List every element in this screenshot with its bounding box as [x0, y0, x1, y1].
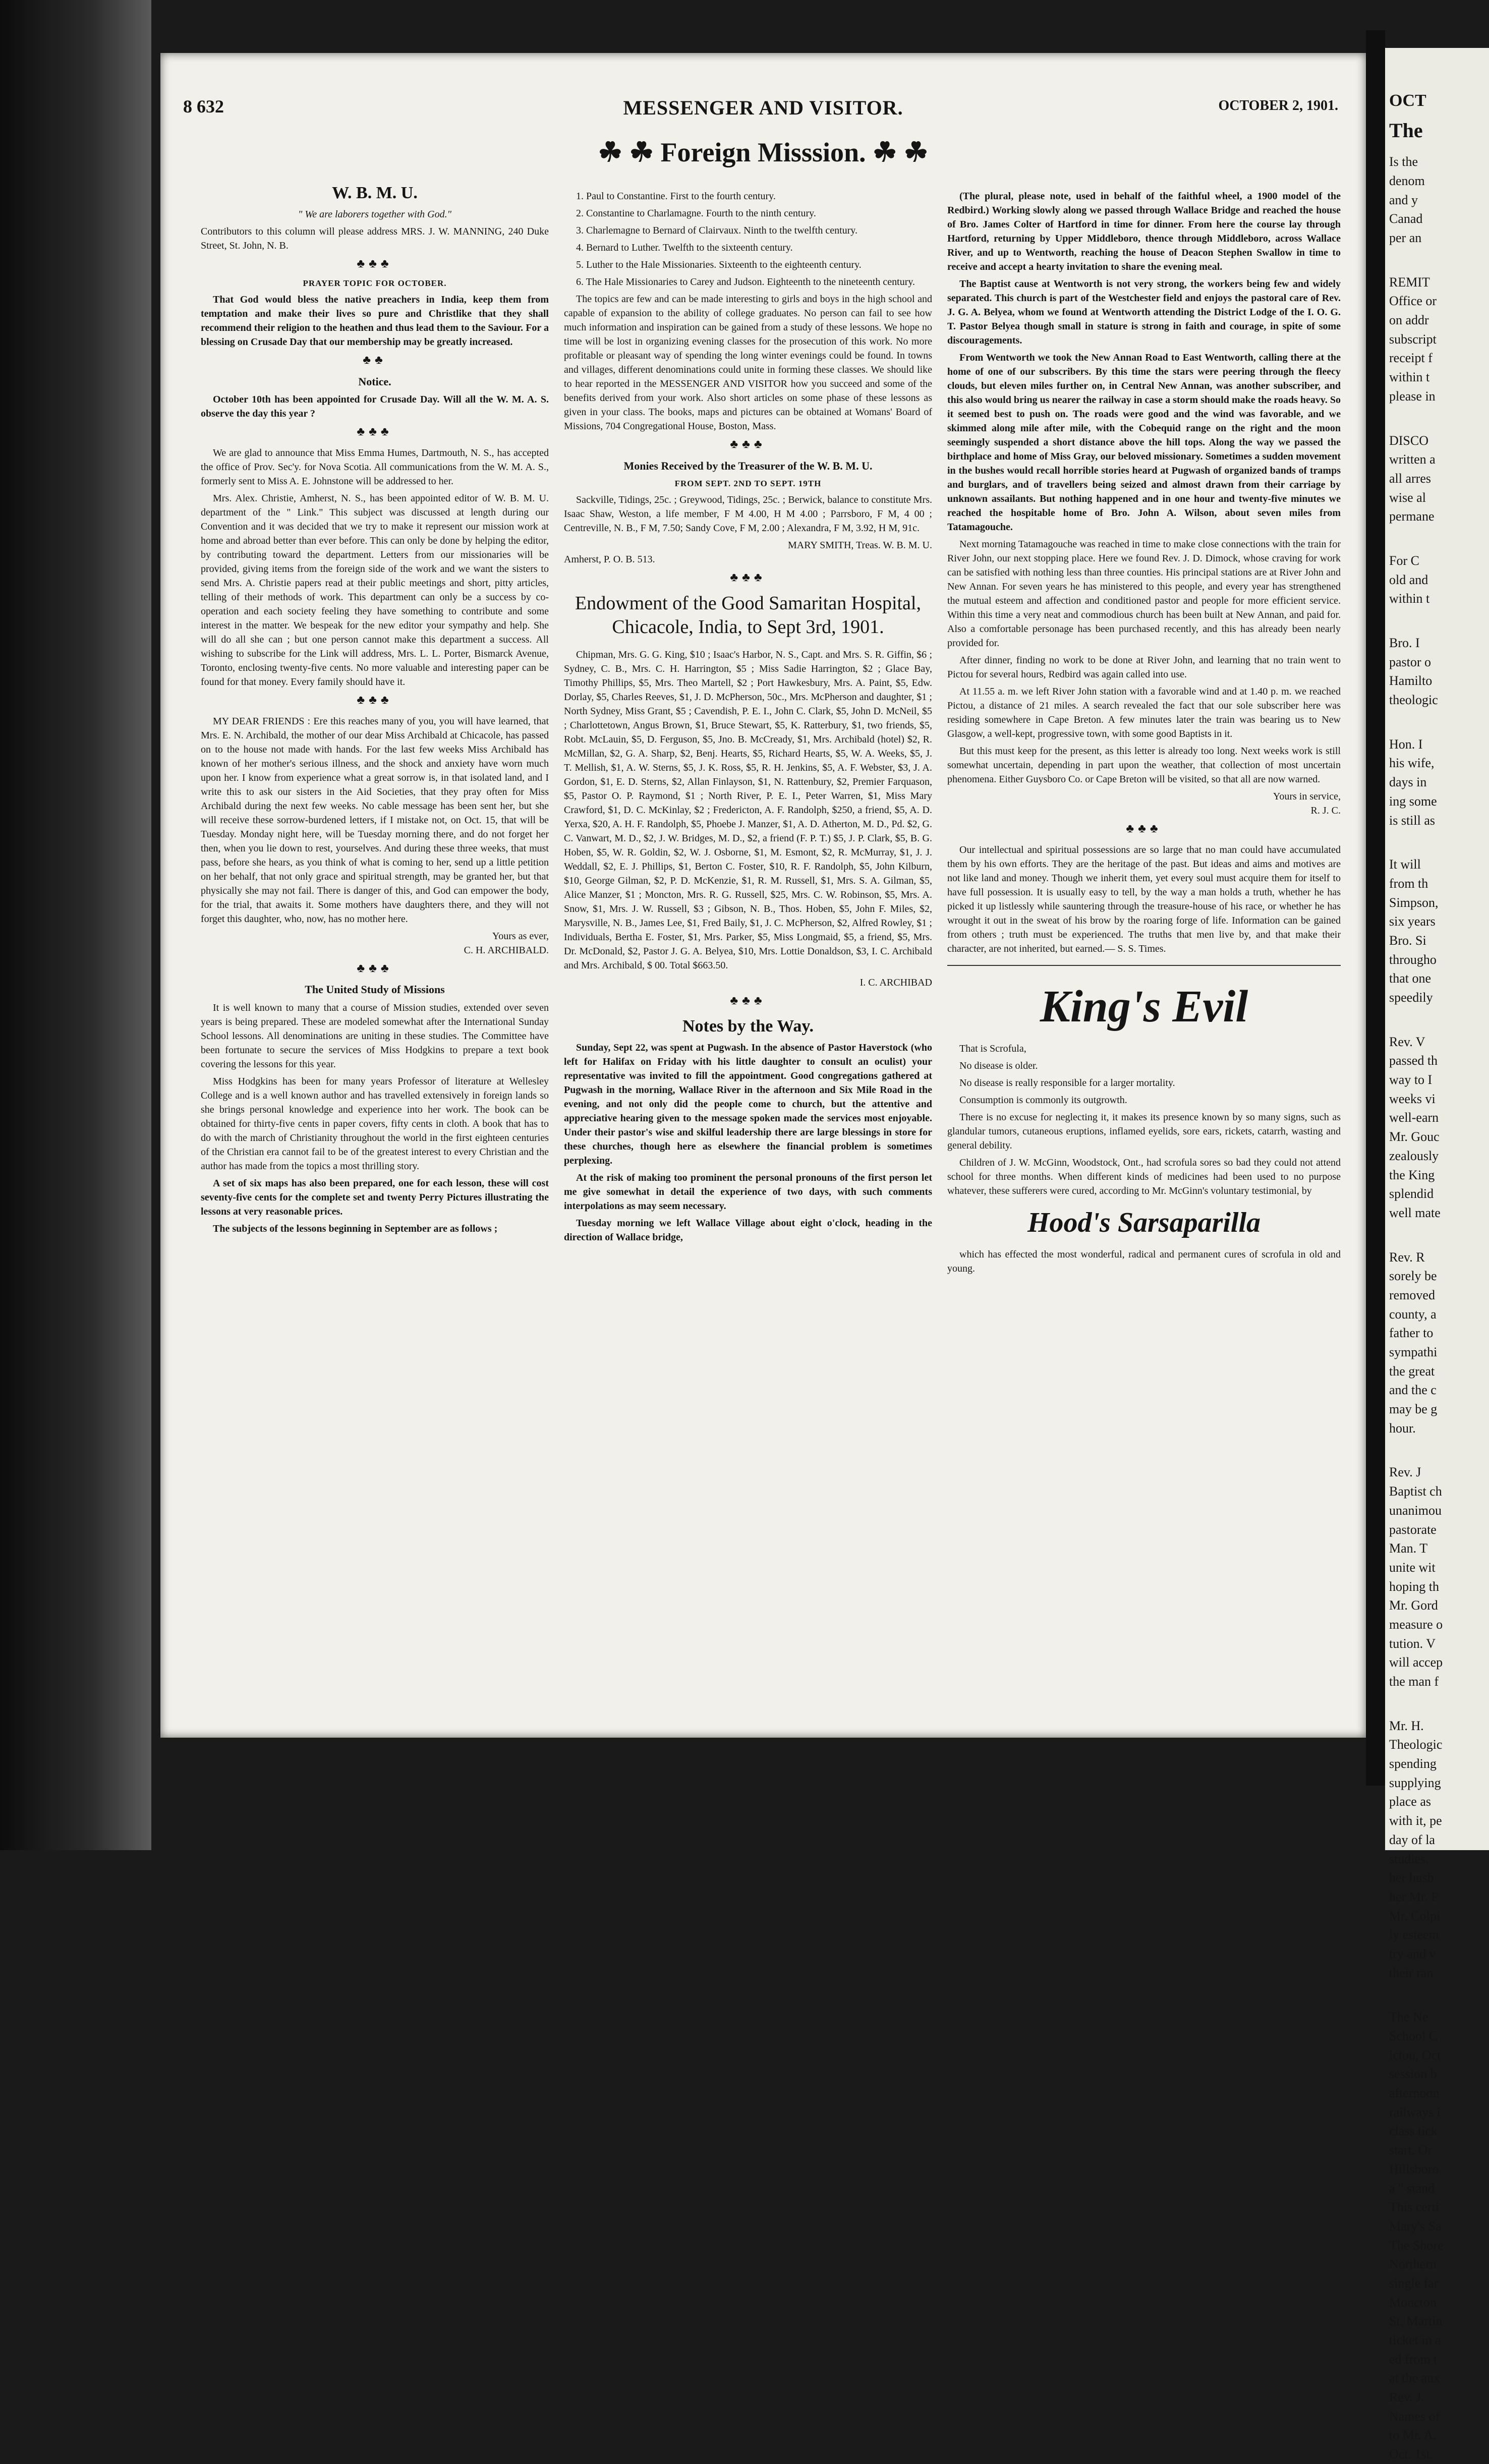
- adjacent-text-block: [1389, 431, 1489, 526]
- adjacent-text-line: Rev. R: [1389, 1249, 1425, 1265]
- adjacent-text-line: unanimou: [1389, 1503, 1442, 1518]
- adjacent-text-line: written a: [1389, 452, 1436, 467]
- adjacent-text-line: pastorate: [1389, 1522, 1437, 1537]
- leaf-ornament-icon: ☘ ☘: [598, 137, 661, 167]
- adjacent-text-line: within t: [1389, 370, 1430, 385]
- adjacent-text-line: to Mr. A.: [1389, 2428, 1437, 2443]
- notice-text: October 10th has been appointed for Crusade Day. Will all the W. M. A. S. observe the day this year ?: [201, 394, 549, 420]
- adjacent-text-line: and y: [1389, 192, 1418, 207]
- ornament-divider: ♣♣♣: [357, 961, 393, 975]
- paragraph: We are glad to announce that Miss Emma Humes, Dartmouth, N. S., has accepted the office of Prov. Sec'y. for Nova Scotia. All communications from the W. M. A. S., formerly sent to Miss A. E. Johnstone will be addressed to her.: [201, 447, 549, 487]
- lesson-item: 4. Bernard to Luther. Twelfth to the sixteenth century.: [576, 242, 793, 253]
- ornament-divider: ♣♣♣: [730, 571, 766, 585]
- letter-signature: R. J. C.: [1310, 805, 1341, 816]
- section-title: ☘ ☘ Foreign Misssion. ☘ ☘: [598, 137, 929, 167]
- adjacent-text-line: day of la: [1389, 1832, 1435, 1847]
- adjacent-text-line: Mary's Sa: [1389, 2218, 1442, 2233]
- adjacent-text-line: the great: [1389, 1363, 1435, 1379]
- prayer-topic-heading: PRAYER TOPIC FOR OCTOBER.: [303, 278, 447, 289]
- adjacent-text-line: Northern: [1389, 2257, 1437, 2272]
- lesson-item: 6. The Hale Missionaries to Carey and Judson. Eighteenth to the nineteenth century.: [576, 276, 915, 288]
- endowment-heading: Endowment of the Good Samaritan Hospital, Chicacole, India, to Sept 3rd, 1901.: [575, 592, 921, 638]
- adjacent-text-line: Names of: [1389, 2409, 1440, 2424]
- adjacent-text-line: Baptist ch: [1389, 1484, 1442, 1499]
- adjacent-text-line: within t: [1389, 591, 1430, 606]
- adjacent-text-line: For C: [1389, 553, 1419, 568]
- adjacent-text-block: [1389, 551, 1489, 608]
- masthead: [183, 96, 1343, 126]
- adjacent-text-line: removed: [1389, 1287, 1435, 1302]
- adjacent-text-line: per an: [1389, 231, 1422, 246]
- adjacent-text-line: on addr: [1389, 313, 1429, 328]
- paragraph: Mrs. Alex. Christie, Amherst, N. S., has been appointed editor of W. B. M. U. department of the " Link." This subject was discussed at length during our Convention and it was decided that we try to make it represent our mission work at home and abroad better than ever before. This can only be done by helping the editor, by contributing toward the department. Letters from our missionaries will be provided, giving items from the foreign side of the work and we want the sisters to send Mrs. A. Christie papers read at their public meetings and short, pitty articles, telling of their methods of work. This department can only be a success by co-operation and each society feeling they have something to contribute and some interest in the matter. We bespeak for the new editor your sympathy and help. She will do all she can ; but one person cannot make this department a success. All wishing to subscribe for the Link will address, Mrs. L. L. Porter, Bismarck Avenue, Toronto, enclosing twenty-five cents. No more valuable and interesting paper can be found for that money. Every family should have it.: [201, 492, 549, 687]
- adjacent-text-line: zealously: [1389, 1148, 1439, 1163]
- adjacent-text-line: all arres: [1389, 471, 1431, 486]
- endowment-signature: I. C. ARCHIBAD: [860, 977, 932, 988]
- adjacent-text-block: [1389, 855, 1489, 1007]
- adjacent-text-block: [1389, 1463, 1489, 1691]
- ornament-divider: ♣♣♣: [357, 425, 393, 439]
- ad-line: No disease is older.: [959, 1060, 1038, 1071]
- paragraph: Miss Hodgkins has been for many years Professor of literature at Wellesley College and is a well known author and has travelled extensively in foreign lands so she brings personal knowledge and experience into her work. The book can be obtained for thirty-five cents in paper covers, fifty cents in cloth. A book that has to do with the march of Christianity throughout the world in the first eighteen centuries of the Christian era cannot fail to be of the greatest interest to every Christian and the author has made from the topics a most thrilling story.: [201, 1075, 549, 1172]
- adjacent-text-line: Theologic: [1389, 1737, 1443, 1752]
- paragraph: At 11.55 a. m. we left River John station with a favorable wind and at 1.40 p. m. we reached Pictou, a distance of 21 miles. A search revealed the fact that our sole subscriber here was residing somewhere in Cape Breton. A few minutes later the train was bearing us to New Glasgow, a well-kept, progressive town, with some good Baptists in it.: [947, 686, 1341, 739]
- notes-heading: Notes by the Way.: [682, 1017, 814, 1036]
- adjacent-text-line: REMIT: [1389, 274, 1430, 290]
- treasurer-address: Amherst, P. O. B. 513.: [564, 554, 655, 565]
- adjacent-page-text: [1385, 88, 1489, 2464]
- ornament-divider: ♣♣♣: [1126, 822, 1162, 835]
- adjacent-text-line: sympathi: [1389, 1345, 1438, 1360]
- paragraph: It is well known to many that a course of Mission studies, extended over seven years is being prepared. These are modeled somewhat after the International Sunday School lessons. All denominations are uniting in these studies. The Committee have been fortunate to secure the services of Miss Hodgkins to prepare a text book covering the lessons for this year.: [201, 1002, 549, 1070]
- endowment-list: Chipman, Mrs. G. G. King, $10 ; Isaac's Harbor, N. S., Capt. and Mrs. S. R. Giffin, $6 ; Sydney, C. B., Mrs. C. H. Harrington, $5 ; Miss Sadie Harrington, $2 ; Glace Bay, Timothy Phillips, $5, Mrs. Theo Martell, $2 ; Port Hawkesbury, Mrs. A. Paint, $5, Edw. Dorlay, $5, Charles Reeves, $1, J. D. McPherson, 50c., Mrs. McPherson and daughter, $1 ; North Sydney, Miss Grant, $5 ; Cavendish, P. E. I., John C. Clark, $5, John D. McNeil, $5 ; Charlottetown, Angus Brown, $1, Bruce Stewart, $5, K. Ratterbury, $1, two friends, $5, Robt. McLauin, $5, D. Ferguson, $5, Jno. B. McCready, $1, Mrs. Archibald (hotel) $2, R. McMillan, $2, G. A. Sharp, $2, Benj. Hearts, $5, Richard Hearts, $5, W. A. Weeks, $5, J. T. Mellish, $1, A. W. Sterns, $5, J. K. Ross, $5, R. H. Jenkins, $5, A. F. Webster, $3, J. A. Gordon, $1, E. D. Sterns, $2, Allan Finlayson, $1, N. Rattenbury, $2, Premier Farquason, $5, Pastor O. P. Raymond, $1 ; North River, P. E. I., Peter Warren, $1, Miss Mary Crawford, $1, D. C. McKinlay, $2 ; Fredericton, A. F. Randolph, $250, a friend, $5, A. D. Yerxa, $20, A. H. F. Randolph, $5, Phoebe J. Manzer, $1, A. D. Atherton, M. D., Pd. $2, G. C. Vanwart, M. D., $2, J. W. Bridges, M. D., $2, a friend (F. P. T.) $5, J. P. Clark, $5, B. G. Hoben, $5, W. R. Goldin, $2, W. J. Osborne, $1, M. Esmont, $2, R. McMurray, $1, J. J. Weddall, $2, E. J. Phillips, $1, Berton C. Foster, $10, R. F. Randolph, $5, John Kilburn, $10, George Gilman, $2, P. D. McKenzie, $1, R. M. Russell, $1, Mrs. S. A. Gilman, $5, Alice Manzer, $1 ; Moncton, Mrs. R. G. Russell, $25, Mrs. C. W. Robinson, $5, Mrs. A. Snow, $1, Mrs. J. W. Russell, $3 ; Gibson, N. B., Thos. Hoben, $5, John F. Miles, $2, Marysville, N. B., James Lee, $1, Fred Baily, $1, J. C. McPherson, $2, Alfred Rowley, $1 ; Individuals, Bertha E. Foster, $1, Mrs. Parker, $5, Miss Longmaid, $5, a friend, $5, Mrs. Dr. McDonald, $2, Pastor J. G. A. Belyea, $10, Mrs. Lottie Donaldson, $3, I. C. Archibald and Mrs. Archibald, $ 00. Total $663.50.: [564, 649, 932, 971]
- adjacent-text-block: [1389, 152, 1489, 247]
- adjacent-text-line: Hillsboro: [1389, 2161, 1439, 2176]
- adjacent-text-line: railways i: [1389, 2104, 1441, 2119]
- adjacent-text-line: old and: [1389, 572, 1428, 587]
- adjacent-text-line: county, a: [1389, 1306, 1437, 1322]
- ad-paragraph: which has effected the most wonderful, radical and permanent cures of scrofula in old and young.: [947, 1248, 1341, 1274]
- adjacent-text-line: Is the: [1389, 154, 1418, 169]
- monies-list: Sackville, Tidings, 25c. ; Greywood, Tidings, 25c. ; Berwick, balance to constitute Mrs. Isaac Shaw, Weston, a life member, F M 4.00, H M 4.00 ; Parrsboro, F M, 4 00 ; Centreville, N. B., F M, 7.50; Sandy Cove, F M, 2.00 ; Alexandra, F M, 3.92, H M, 91c.: [564, 494, 932, 534]
- adjacent-text-block: [1389, 735, 1489, 830]
- adjacent-text-line: ticket in a: [1389, 2333, 1441, 2348]
- leaf-ornament-icon: ☘ ☘: [866, 137, 929, 167]
- adjacent-text-block: [1389, 1716, 1489, 1983]
- adjacent-text-line: at the aux: [1389, 2371, 1441, 2386]
- adjacent-text-line: splendid: [1389, 1186, 1434, 1201]
- adjacent-text-line: pastor o: [1389, 654, 1431, 669]
- paragraph: Next morning Tatamagouche was reached in time to make close connections with the train for River John, our next stopping place. Here we found Rev. J. D. Dimock, whose craving for work can be satisfied with nothing less than three counties. His principal stations are at River John and New Annan. For seven years he has ministered to this people, and every year has strengthened the mutual esteem and affection and conditioned pastor and people for more efficient service. Within this time a very neat and commodious church has been built at New Annan, and paid for. Also a comfortable personage has been purchased recently, and this has already been nearly provided for.: [947, 539, 1341, 649]
- adjacent-text-line: speedily: [1389, 990, 1433, 1005]
- paragraph: Sunday, Sept 22, was spent at Pugwash. In the absence of Pastor Haverstock (who left for Halifax on Friday with his little daughter to consult an oculist) your representative was invited to fill the appointment. Good congregations gathered at Pugwash in the morning, Wallace River in the afternoon and Six Mile Road in the evening, and not only did the people come to church, but the attentive and appreciative hearing given to the message spoken made the services most enjoyable. Under their pastor's wise and skilful leadership there are large blessings in store for these churches, though here as elsewhere the financial problem is sometimes perplexing.: [564, 1042, 932, 1166]
- ornament-divider: ♣♣♣: [357, 257, 393, 270]
- adjacent-text-line: please in: [1389, 388, 1436, 404]
- adjacent-text-line: afternoon: [1389, 2086, 1440, 2101]
- letter-close: Yours in service,: [1273, 791, 1341, 802]
- adjacent-text-line: single far: [1389, 2275, 1439, 2290]
- adjacent-text-line: unite wit: [1389, 1560, 1436, 1575]
- ad-paragraph: There is no excuse for neglecting it, it makes its presence known by so many signs, such as glandular tumors, cutaneous eruptions, inflamed eyelids, sore ears, rickets, catarrh, wasting and general debility.: [947, 1111, 1341, 1151]
- adjacent-text-line: her Mr. F: [1389, 1889, 1439, 1904]
- adjacent-text-line: and the c: [1389, 1383, 1437, 1398]
- monies-dates: FROM SEPT. 2ND TO SEPT. 19TH: [674, 479, 822, 489]
- adjacent-text-line: days in: [1389, 775, 1427, 790]
- paragraph: After dinner, finding no work to be done at River John, and learning that no train went to Pictou for several hours, Redbird was again called into use.: [947, 655, 1341, 680]
- paragraph: Our intellectual and spiritual possessions are so large that no man could have accumulated them by his own efforts. They are the heritage of the past. But ideas and aims and motives are not like land and money. Though we inherit them, yet every soul must acquire them for itself to have full possession. It is usually easy to tell, by the way a man holds a truth, whether he has picked it up listlessly while sauntering through the treasure-house of his race, or whether he has wrought it out in the sweat of his brow by the roaring forge of life. Information can be gained from others ; truth must be experienced. The truths that men live by, and that make their character, are not inherited, but earned.— S. S. Times.: [947, 844, 1341, 954]
- paragraph: The subjects of the lessons beginning in September are as follows ;: [213, 1223, 498, 1234]
- adjacent-text-line: Hon. I: [1389, 736, 1423, 752]
- adjacent-text-block: [1389, 634, 1489, 710]
- adjacent-text-line: try and v: [1389, 1946, 1436, 1961]
- adjacent-text-line: Rev. V: [1389, 1034, 1425, 1049]
- advertisement-brand: Hood's Sarsaparilla: [1027, 1207, 1261, 1238]
- ornament-divider: ♣♣♣: [730, 438, 766, 451]
- paragraph: From Wentworth we took the New Annan Road to East Wentworth, calling there at the home of one of our subscribers. By this time the stars were peering through the fleecy clouds, but eleven miles further on, in Central New Annan, was another subscriber, and this also would bring us nearer the railway in case a storm should make the roads heavy. So it seemed best to push on. The roads were good and the wind was favorable, and we skimmed along mile after mile, with the Cobequid range on the right and the moon seemingly suspended a short distance above the hill tops. Along the way we passed the birthplace and home of Miss Gray, our beloved missionary. Sometimes a sudden movement in the bushes would recall horrible stories heard at Pugwash of organized bands of tramps and burglars, and of travellers being seized and almost drawn from their carriage by unknown assailants. But nothing happened and in one hour and twenty-five minutes we reached the hospitable home of Bro. John A. Wilson, about seven miles from Tatamagouche.: [947, 352, 1341, 533]
- united-study-heading: The United Study of Missions: [305, 983, 445, 996]
- lesson-item: 1. Paul to Constantine. First to the fourth century.: [576, 191, 776, 202]
- adjacent-text-line: hour.: [1389, 1420, 1416, 1436]
- adjacent-text-line: theologic: [1389, 693, 1438, 708]
- lesson-item: 2. Constantine to Charlamagne. Fourth to the ninth century.: [576, 208, 816, 219]
- page-number: 8 632: [183, 96, 224, 117]
- paragraph: A set of six maps has also been prepared, one for each lesson, these will cost seventy-five cents for the complete set and twenty Perry Pictures illustrating the lessons at very reasonable prices.: [201, 1177, 549, 1217]
- newspaper-page: [160, 53, 1366, 1738]
- ad-line: No disease is really responsible for a larger mortality.: [959, 1077, 1175, 1088]
- adjacent-text-line: hoping th: [1389, 1579, 1439, 1594]
- ad-line: That is Scrofula,: [959, 1043, 1026, 1054]
- paragraph: The topics are few and can be made interesting to girls and boys in the high school and capable of expansion to the ability of college graduates. No person can fail to see how much information and inspiration can be gained from a study of these lessons. We hope no time will be lost in organizing evening classes for the prosecution of this work. No more profitable or pleasant way of spending the long winter evenings could be found. In towns and villages, different denominations could unite in forming these classes. We should like to hear reported in the MESSENGER AND VISITOR how you succeed and some of the benefits derived from your work. Also short articles on some phase of these lessons as given in your class. The books, maps and pictures can be obtained at Womans' Board of Missions, 704 Congregational House, Boston, Mass.: [564, 294, 932, 432]
- adjacent-text-line: that one: [1389, 971, 1431, 986]
- ad-line: Consumption is commonly its outgrowth.: [959, 1094, 1127, 1106]
- adjacent-text-line: well-earn: [1389, 1110, 1439, 1125]
- newspaper-title: MESSENGER AND VISITOR.: [623, 96, 903, 119]
- prayer-topic-text: That God would bless the native preachers in India, keep them from temptation and make their lives so pure and Christlike that they shall recommend their religion to the heathen and thus lead them to the Saviour. For a blessing on Crusade Day that our membership may be greatly increased.: [201, 294, 549, 348]
- adjacent-text-line: Hamilto: [1389, 673, 1433, 689]
- adjacent-text-line: may be g: [1389, 1402, 1438, 1417]
- adjacent-text-line: spending: [1389, 1756, 1437, 1771]
- paragraph: (The plural, please note, used in behalf of the faithful wheel, a 1900 model of the Redbird.) Working slowly along we passed through Wallace Bridge and reached the house of Bro. James Colter of Hartford in time for dinner. From here the course lay through Hartford, returning by Upper Middleboro, thence through Middleboro, across Wallace River, and up to Wentworth, reaching the house of Deacon Stephen Swallow in time to receive and accept a hearty invitation to share the evening meal.: [947, 191, 1341, 272]
- adjacent-text-line: Mr. Colpi: [1389, 1908, 1441, 1923]
- adjacent-text-line: her husb: [1389, 1870, 1434, 1885]
- adjacent-text-line: studies.: [1389, 1851, 1429, 1866]
- paragraph: Tuesday morning we left Wallace Village about eight o'clock, heading in the direction of Wallace bridge,: [564, 1217, 932, 1243]
- letter-close: Yours as ever,: [492, 930, 549, 942]
- adjacent-text-line: permane: [1389, 509, 1435, 524]
- monies-heading: Monies Received by the Treasurer of the W. B. M. U.: [623, 459, 873, 472]
- paragraph: But this must keep for the present, as this letter is already too long. Next weeks work is still somewhat uncertain, depending in part upon the weather, that collection of most uncertain phenomena. Either Guysboro Co. or Cape Breton will be visited, so that all are now warned.: [947, 746, 1341, 785]
- adjacent-text-line: Simpson,: [1389, 895, 1439, 910]
- adjacent-text-line: six years: [1389, 914, 1436, 929]
- treasurer-signature: MARY SMITH, Treas. W. B. M. U.: [788, 540, 932, 551]
- adjacent-text-line: the King: [1389, 1167, 1435, 1182]
- wbmu-heading: W. B. M. U.: [332, 184, 418, 202]
- adjacent-text-line: The Ne: [1389, 2010, 1428, 2025]
- adjacent-text-block: [1389, 1033, 1489, 1223]
- adjacent-text-line: measure o: [1389, 1617, 1443, 1632]
- adjacent-text-line: St. Martin: [1389, 2314, 1443, 2329]
- adjacent-text-line: ly esteem: [1389, 1927, 1439, 1942]
- paragraph: At the risk of making too prominent the personal pronouns of the first person let me give somewhat in detail the experience of two days, with such comments interpolations as may seem necessary.: [564, 1172, 932, 1212]
- adjacent-text-line: class tick: [1389, 2124, 1438, 2139]
- lesson-item: 3. Charlemagne to Bernard of Clairvaux. Ninth to the twelfth century.: [576, 225, 857, 236]
- adjacent-text-line: Man. T: [1389, 1541, 1428, 1556]
- adjacent-text-line: tution. V: [1389, 1636, 1436, 1651]
- adjacent-text-line: Canad: [1389, 211, 1423, 226]
- adjacent-text-line: a " stand: [1389, 2181, 1435, 2196]
- adjacent-text-line: denom: [1389, 173, 1425, 188]
- adjacent-text-line: session b: [1389, 2067, 1437, 2082]
- adjacent-text-line: This certi: [1389, 2200, 1439, 2215]
- page-gutter: [1366, 30, 1385, 1786]
- letter-signature: C. H. ARCHIBALD.: [464, 944, 549, 956]
- adjacent-text-line: their ran: [1389, 1965, 1434, 1980]
- adjacent-text-line: his wife,: [1389, 756, 1435, 771]
- adjacent-text-line: receipt f: [1389, 351, 1433, 366]
- adjacent-text-line: School C: [1389, 2029, 1438, 2044]
- adjacent-text-line: start. Or: [1389, 2143, 1433, 2158]
- column-1: [201, 179, 549, 1239]
- adjacent-text-line: througho: [1389, 952, 1437, 967]
- adjacent-text-line: the man f: [1389, 1674, 1439, 1689]
- adjacent-text-line: from th: [1389, 876, 1428, 891]
- adjacent-text-line: weeks vi: [1389, 1091, 1436, 1106]
- adjacent-text-line: Mr. Gord: [1389, 1598, 1438, 1613]
- adjacent-text-line: Office or: [1389, 294, 1437, 309]
- adjacent-text-line: subscript: [1389, 331, 1437, 347]
- adjacent-text-line: Bro. I: [1389, 636, 1420, 651]
- adjacent-text-line: father to: [1389, 1326, 1434, 1341]
- adjacent-page-title: The: [1389, 119, 1423, 142]
- adjacent-text-line: ed from t: [1389, 2352, 1438, 2367]
- adjacent-text-line: is still as: [1389, 813, 1436, 828]
- letter-text: MY DEAR FRIENDS : Ere this reaches many of you, you will have learned, that Mrs. E. N. Archibald, the mother of our dear Miss Archibald at Chicacole, has passed on to the house not made with hands. For the last few weeks Miss Archibald has known of her mother's serious illness, and the shock and anxiety have worn much upon her. I know from experience what a great sorrow is, in that isolated land, and I write this to ask our sisters in the Aid Societies, that they pray often for Miss Archibald during the next few weeks. No cable message has been sent her, but she will receive these sorrow-burdened letters, if I mistake not, on Oct. 15, that will be Tuesday. Monday night here, will be Tuesday morning there, and do not forget her then, when you lie down to rest, yourselves. And during these three weeks, that must pass, before she hears, as you think of what is coming to her, send up a little petition on her behalf, that not only grace and spiritual strength, may be granted her, but that physically she may not fail. There is danger of this, and God can empower the body, for the trial, that awaits it. Some mothers have daughters there, and they will not forget this daughter, who, now, has no mother here.: [201, 715, 549, 925]
- adjacent-text-line: Rev. J: [1389, 1465, 1421, 1480]
- scan-background: [0, 0, 151, 1850]
- advertisement-title: King's Evil: [1040, 981, 1248, 1032]
- ad-paragraph: Children of J. W. McGinn, Woodstock, Ont., had scrofula sores so bad they could not attend school for three months. When different kinds of medicines had been used to no purpose whatever, these sufferers were cured, according to Mr. McGinn's voluntary testimonial, by: [947, 1157, 1341, 1196]
- column-3: [947, 189, 1341, 1279]
- divider-rule: [947, 965, 1341, 966]
- adjacent-text-line: passed th: [1389, 1053, 1438, 1068]
- paragraph: The Baptist cause at Wentworth is not very strong, the workers being few and widely separated. This church is part of the Westchester field and enjoys the pastoral care of Rev. J. G. A. Belyea, whom we found at Wentworth attending the District Lodge of the I. O. G. T. Pastor Belyea though small in stature is strong in faith and courage, in spite of some discouragements.: [947, 278, 1341, 346]
- adjacent-text-line: well mate: [1389, 1205, 1441, 1220]
- adjacent-text-line: Mr. Gouc: [1389, 1129, 1440, 1144]
- adjacent-text-line: with it, pe: [1389, 1813, 1442, 1828]
- adjacent-text-line: Mr. H.: [1389, 1718, 1424, 1733]
- ornament-divider: ♣♣: [363, 353, 387, 367]
- motto: " We are laborers together with God.": [298, 208, 451, 220]
- adjacent-text-block: [1389, 1248, 1489, 1438]
- adjacent-text-line: wise al: [1389, 490, 1426, 505]
- adjacent-text-line: ictou, Oct: [1389, 2047, 1441, 2062]
- adjacent-text-line: Bro. Si: [1389, 933, 1426, 948]
- ornament-divider: ♣♣♣: [357, 693, 393, 707]
- contributors-note: Contributors to this column will please address MRS. J. W. MANNING, 240 Duke Street, St. John, N. B.: [201, 225, 549, 251]
- adjacent-text-line: Moncton: [1389, 2295, 1437, 2310]
- notice-heading: Notice.: [358, 375, 391, 388]
- adjacent-text-line: ing some: [1389, 793, 1437, 809]
- adjacent-page-header: OCT: [1389, 91, 1426, 110]
- adjacent-text-line: DISCO: [1389, 433, 1429, 448]
- adjacent-page-fragment: [1385, 48, 1489, 2462]
- adjacent-text-line: place as: [1389, 1794, 1431, 1809]
- adjacent-text-line: supplying: [1389, 1775, 1441, 1790]
- adjacent-text-block: [1389, 2008, 1489, 2464]
- ornament-divider: ♣♣♣: [730, 994, 766, 1007]
- adjacent-text-line: It will: [1389, 857, 1421, 872]
- issue-date: OCTOBER 2, 1901.: [1218, 98, 1338, 113]
- adjacent-text-block: [1389, 273, 1489, 406]
- adjacent-text-line: way to I: [1389, 1072, 1433, 1087]
- lesson-item: 5. Luther to the Hale Missionaries. Sixteenth to the eighteenth century.: [576, 259, 862, 270]
- adjacent-text-line: The Shore: [1389, 2238, 1444, 2253]
- adjacent-text-line: Oct. 1st.: [1389, 2447, 1434, 2462]
- adjacent-text-line: Rev. J.: [1389, 2390, 1424, 2405]
- column-2: [564, 189, 932, 1247]
- adjacent-text-line: sorely be: [1389, 1269, 1437, 1284]
- adjacent-text-line: will accep: [1389, 1655, 1443, 1670]
